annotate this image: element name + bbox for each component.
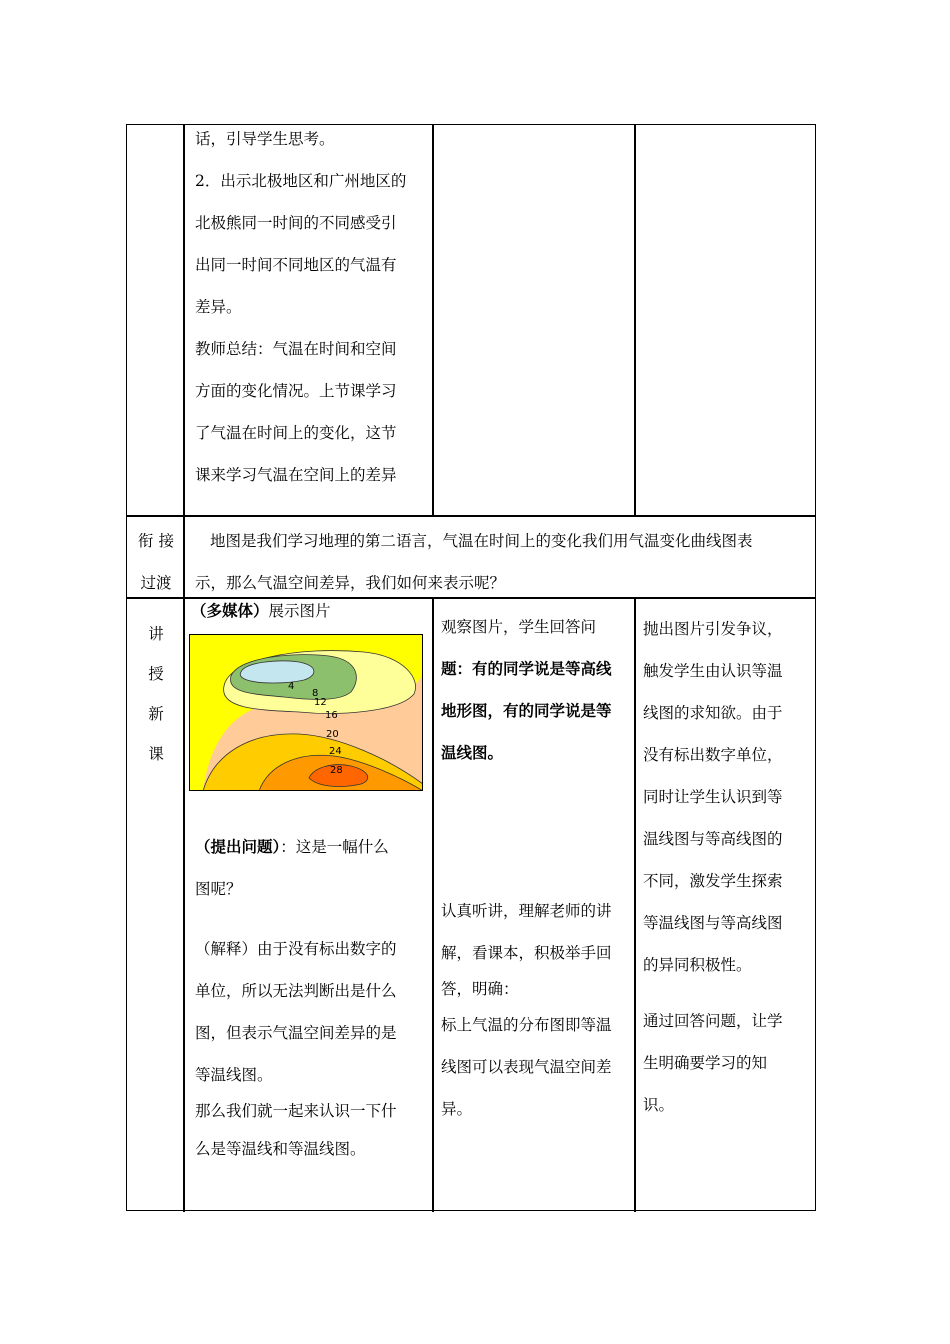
row2-label-top: 衔 接 (138, 532, 174, 550)
text-line: 了气温在时间上的变化，这节 (195, 424, 397, 442)
text-line: 线图可以表现气温空间差 (441, 1058, 612, 1076)
map-label-20: 20 (326, 729, 339, 740)
text-line: 异。 (441, 1100, 473, 1118)
text-line: 线图的求知欲。由于 (643, 704, 783, 722)
text-line: 等温线图与等高线图 (643, 914, 783, 932)
text-line: 课来学习气温在空间上的差异 (195, 466, 397, 484)
col-divider-3 (634, 125, 636, 515)
map-label-4: 4 (288, 681, 295, 692)
row3-student-listen (441, 890, 637, 1130)
row3-label-char: 讲 (148, 625, 164, 643)
text-line: 2．出示北极地区和广州地区的 (195, 172, 407, 190)
text-line: 识。 (643, 1096, 675, 1114)
text-line: 图，但表示气温空间差异的是 (195, 1024, 397, 1042)
row2-line1: 地图是我们学习地理的第二语言，气温在时间上的变化我们用气温变化曲线图表 (210, 532, 753, 550)
media-text: 展示图片 (268, 602, 331, 620)
col-divider-1 (183, 125, 185, 515)
question-bold: （提出问题） (195, 837, 281, 856)
text-line: 话，引导学生思考。 (195, 130, 335, 148)
row3-design-intent (643, 608, 815, 986)
text-line: （解释）由于没有标出数字的 (195, 940, 397, 958)
row3-label (136, 614, 176, 774)
text-line: 不同，激发学生探索 (643, 872, 783, 890)
text-line: 单位，所以无法判断出是什么 (195, 982, 397, 1000)
col-divider-1b (183, 597, 185, 1212)
question-line2: 图呢？ (195, 880, 242, 898)
text-line: 等温线图。 (195, 1066, 273, 1084)
row-divider-1 (127, 515, 815, 517)
text-line: 么是等温线和等温线图。 (195, 1140, 366, 1158)
row2-label-divider (183, 515, 185, 597)
row3-student-activity (441, 606, 637, 774)
text-line: 题：有的同学说是等高线 (441, 659, 612, 678)
text-line: 观察图片，学生回答问 (441, 618, 597, 636)
col-divider-2b (432, 597, 434, 1212)
row3-media-caption (191, 600, 427, 622)
row1-teacher-activity (195, 118, 431, 496)
text-line: 标上气温的分布图即等温 (441, 1016, 612, 1034)
text-line: 出同一时间不同地区的气温有 (195, 256, 397, 274)
text-line: 同时让学生认识到等 (643, 788, 783, 806)
text-line: 温线图与等高线图的 (643, 830, 783, 848)
text-line: 温线图。 (441, 743, 504, 762)
map-label-12: 12 (314, 697, 327, 708)
text-line: 通过回答问题，让学 (643, 1012, 783, 1030)
text-line: 没有标出数字单位， (643, 746, 783, 764)
row3-label-char: 课 (148, 745, 164, 763)
col-divider-2 (432, 125, 434, 515)
text-line: 差异。 (195, 298, 242, 316)
row3-label-char: 授 (148, 665, 164, 683)
text-line: 的异同积极性。 (643, 956, 752, 974)
text-line: 北极熊同一时间的不同感受引 (195, 214, 397, 232)
text-line: 答，明确： (441, 980, 519, 998)
map-label-16: 16 (325, 710, 338, 721)
media-bold: （多媒体） (191, 601, 269, 620)
text-line: 那么我们就一起来认识一下什 (195, 1102, 397, 1120)
row3-design-intent-2 (643, 1000, 815, 1126)
map-label-28: 28 (330, 765, 343, 776)
map-label-24: 24 (329, 746, 342, 757)
row2-label-bottom: 过渡 (140, 574, 172, 592)
row2-transition-text (195, 520, 810, 604)
text-line: 解，看课本，积极举手回 (441, 944, 612, 962)
row3-question (195, 826, 431, 910)
text-line: 方面的变化情况。上节课学习 (195, 382, 397, 400)
text-line: 抛出图片引发争议， (643, 620, 783, 638)
row3-explanation (195, 928, 431, 1096)
row2-label (134, 520, 178, 604)
map-label-8: 8 (312, 688, 319, 699)
text-line: 地形图，有的同学说是等 (441, 701, 612, 720)
row2-line2: 示，那么气温空间差异，我们如何来表示呢？ (195, 574, 506, 592)
row3-label-char: 新 (148, 705, 164, 723)
row3-closing (195, 1092, 431, 1168)
text-line: 认真听讲，理解老师的讲 (441, 902, 612, 920)
text-line: 生明确要学习的知 (643, 1054, 768, 1072)
question-text: ：这是一幅什么 (280, 838, 389, 856)
isotherm-map-image (189, 634, 423, 791)
text-line: 教师总结：气温在时间和空间 (195, 340, 397, 358)
text-line: 触发学生由认识等温 (643, 662, 783, 680)
